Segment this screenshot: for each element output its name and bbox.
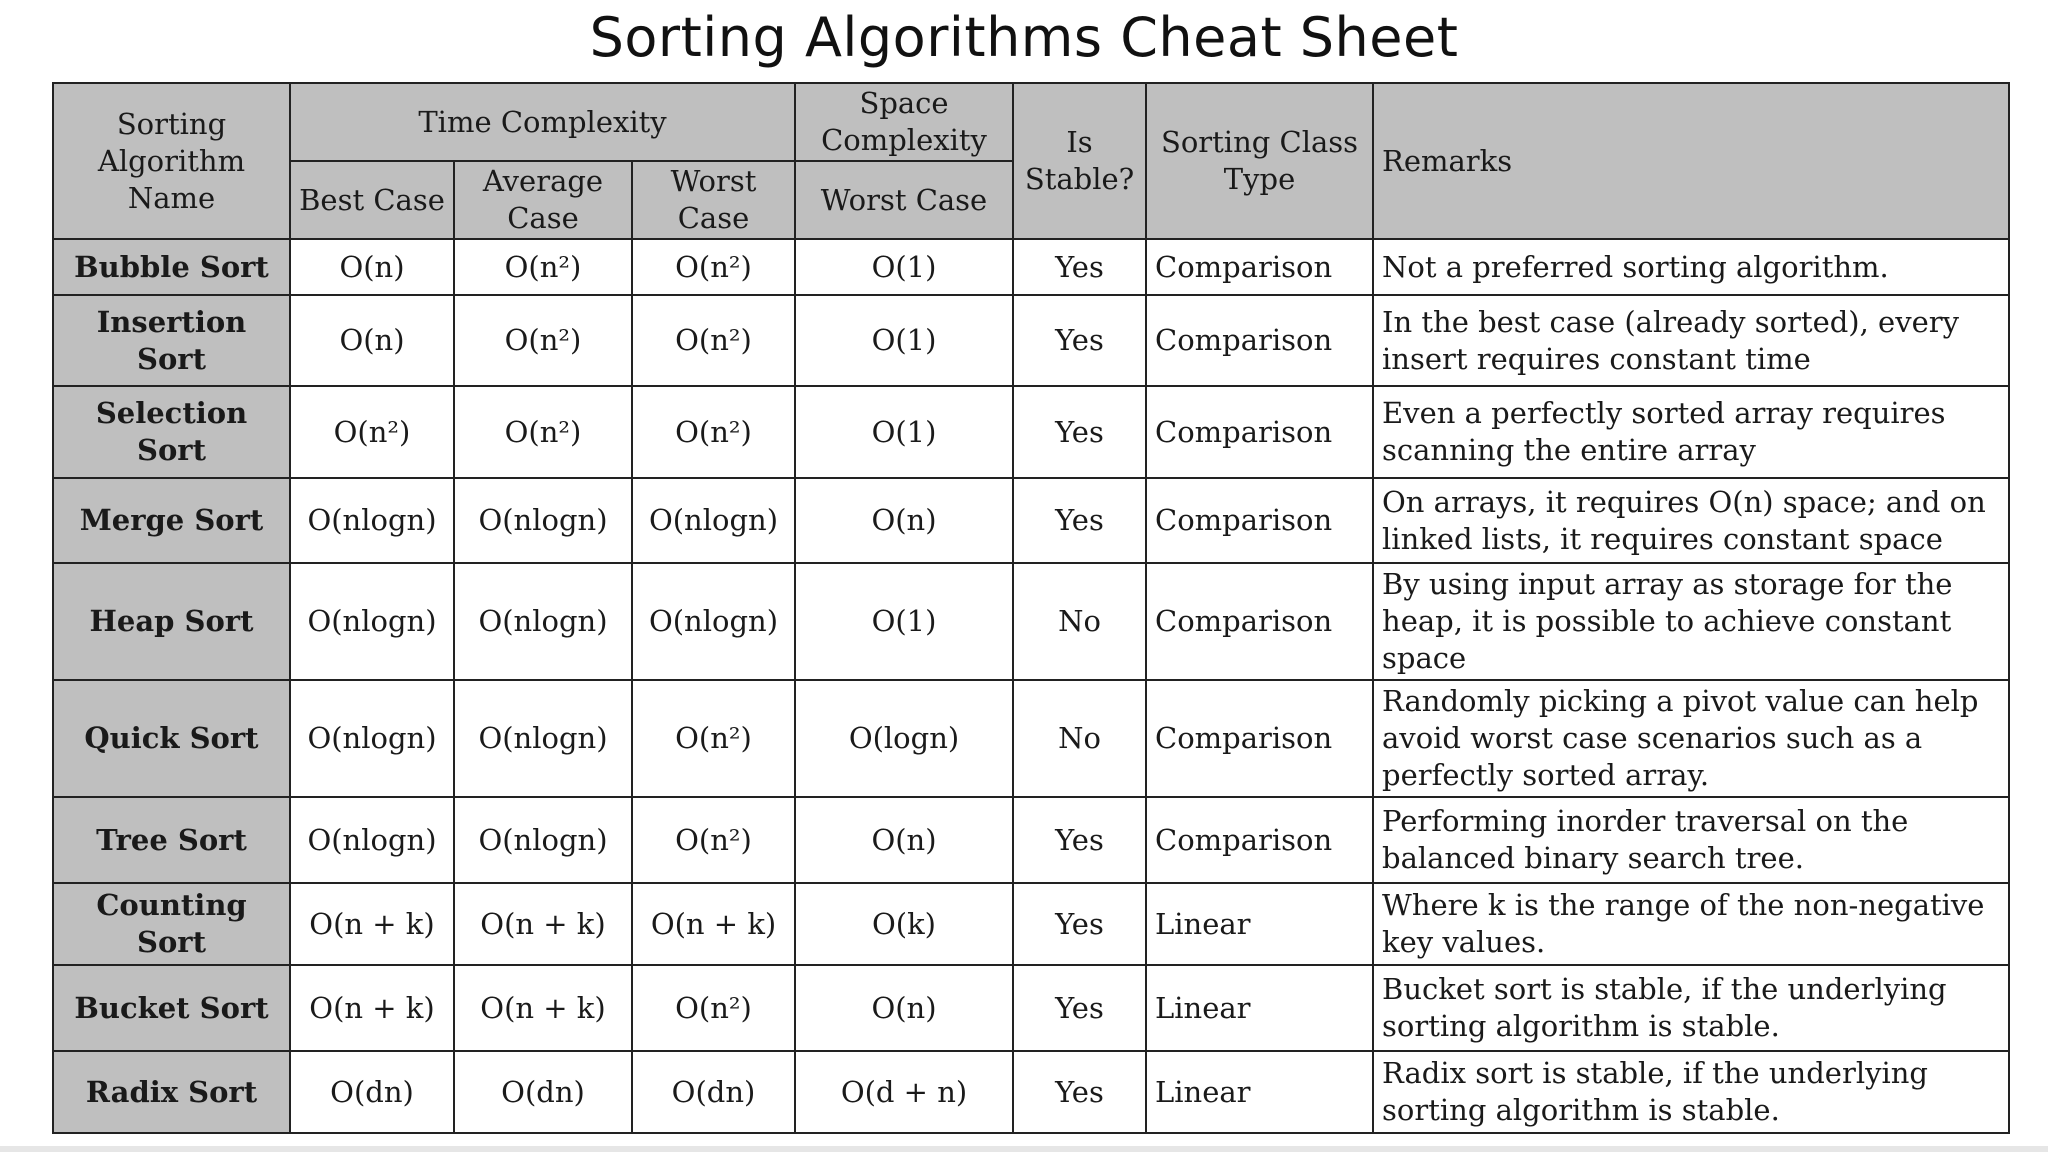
table-row [53,965,2009,1051]
space-value: O(1) [795,239,1013,295]
remarks-value: Randomly picking a pivot value can help avoid worst case scenarios such as a perfectly sorted array. [1373,680,2009,797]
space-value: O(1) [795,386,1013,478]
average-case-value: O(n + k) [454,883,632,965]
stable-value: No [1013,680,1146,797]
remarks-value: Radix sort is stable, if the underlying sorting algorithm is stable. [1373,1051,2009,1133]
header-average-case: Average Case [454,161,632,239]
class-type-value: Comparison [1146,239,1373,295]
bottom-divider [0,1146,2048,1152]
header-sorting-class-type: Sorting Class Type [1146,83,1373,239]
worst-case-value: O(n²) [632,239,795,295]
remarks-value: Bucket sort is stable, if the underlying sorting algorithm is stable. [1373,965,2009,1051]
algorithm-name: Merge Sort [53,478,290,563]
worst-case-value: O(n + k) [632,883,795,965]
header-remarks: Remarks [1373,83,2009,239]
worst-case-value: O(n²) [632,386,795,478]
stable-value: Yes [1013,239,1146,295]
worst-case-value: O(dn) [632,1051,795,1133]
space-value: O(1) [795,563,1013,680]
algorithm-name: Radix Sort [53,1051,290,1133]
best-case-value: O(n) [290,239,454,295]
space-value: O(1) [795,295,1013,386]
worst-case-value: O(nlogn) [632,478,795,563]
space-value: O(n) [795,965,1013,1051]
page-title: Sorting Algorithms Cheat Sheet [589,6,1459,69]
table-row [53,680,2009,797]
average-case-value: O(n + k) [454,965,632,1051]
table-row [53,563,2009,680]
worst-case-value: O(nlogn) [632,563,795,680]
best-case-value: O(n + k) [290,965,454,1051]
stable-value: Yes [1013,797,1146,883]
best-case-value: O(n) [290,295,454,386]
remarks-value: In the best case (already sorted), every insert requires constant time [1373,295,2009,386]
table-row [53,478,2009,563]
class-type-value: Linear [1146,965,1373,1051]
header-space-complexity: Space Complexity [795,83,1013,161]
average-case-value: O(dn) [454,1051,632,1133]
best-case-value: O(n + k) [290,883,454,965]
class-type-value: Comparison [1146,386,1373,478]
algorithm-name: Counting Sort [53,883,290,965]
worst-case-value: O(n²) [632,295,795,386]
worst-case-value: O(n²) [632,797,795,883]
average-case-value: O(n²) [454,295,632,386]
space-value: O(n) [795,797,1013,883]
remarks-value: By using input array as storage for the heap, it is possible to achieve constant space [1373,563,2009,680]
cheat-sheet-table [52,82,2010,1134]
best-case-value: O(n²) [290,386,454,478]
stable-value: Yes [1013,965,1146,1051]
header-is-stable: Is Stable? [1013,83,1146,239]
remarks-value: On arrays, it requires O(n) space; and on linked lists, it requires constant space [1373,478,2009,563]
algorithm-name: Bubble Sort [53,239,290,295]
average-case-value: O(nlogn) [454,797,632,883]
header-space-worst-case: Worst Case [795,161,1013,239]
class-type-value: Comparison [1146,797,1373,883]
class-type-value: Comparison [1146,563,1373,680]
table-row [53,386,2009,478]
best-case-value: O(nlogn) [290,680,454,797]
average-case-value: O(nlogn) [454,563,632,680]
class-type-value: Linear [1146,883,1373,965]
stable-value: Yes [1013,295,1146,386]
stable-value: Yes [1013,386,1146,478]
header-algorithm-name: Sorting Algorithm Name [53,83,290,239]
best-case-value: O(nlogn) [290,563,454,680]
class-type-value: Comparison [1146,680,1373,797]
space-value: O(logn) [795,680,1013,797]
stable-value: Yes [1013,1051,1146,1133]
average-case-value: O(n²) [454,386,632,478]
algorithm-name: Selection Sort [53,386,290,478]
class-type-value: Comparison [1146,295,1373,386]
space-value: O(d + n) [795,1051,1013,1133]
table-row [53,239,2009,295]
best-case-value: O(dn) [290,1051,454,1133]
table-body [53,239,2009,1133]
header-time-complexity: Time Complexity [290,83,795,161]
space-value: O(n) [795,478,1013,563]
class-type-value: Linear [1146,1051,1373,1133]
algorithm-name: Quick Sort [53,680,290,797]
space-value: O(k) [795,883,1013,965]
average-case-value: O(n²) [454,239,632,295]
remarks-value: Where k is the range of the non-negative key values. [1373,883,2009,965]
average-case-value: O(nlogn) [454,478,632,563]
stable-value: Yes [1013,478,1146,563]
remarks-value: Performing inorder traversal on the balanced binary search tree. [1373,797,2009,883]
best-case-value: O(nlogn) [290,797,454,883]
header-best-case: Best Case [290,161,454,239]
algorithm-name: Tree Sort [53,797,290,883]
table-row [53,797,2009,883]
table-header [53,83,2009,239]
best-case-value: O(nlogn) [290,478,454,563]
class-type-value: Comparison [1146,478,1373,563]
table-row [53,1051,2009,1133]
header-worst-case: Worst Case [632,161,795,239]
table-row [53,295,2009,386]
algorithm-name: Bucket Sort [53,965,290,1051]
average-case-value: O(nlogn) [454,680,632,797]
remarks-value: Not a preferred sorting algorithm. [1373,239,2009,295]
worst-case-value: O(n²) [632,680,795,797]
stable-value: Yes [1013,883,1146,965]
algorithm-name: Insertion Sort [53,295,290,386]
table-row [53,883,2009,965]
remarks-value: Even a perfectly sorted array requires scanning the entire array [1373,386,2009,478]
worst-case-value: O(n²) [632,965,795,1051]
stable-value: No [1013,563,1146,680]
algorithm-name: Heap Sort [53,563,290,680]
